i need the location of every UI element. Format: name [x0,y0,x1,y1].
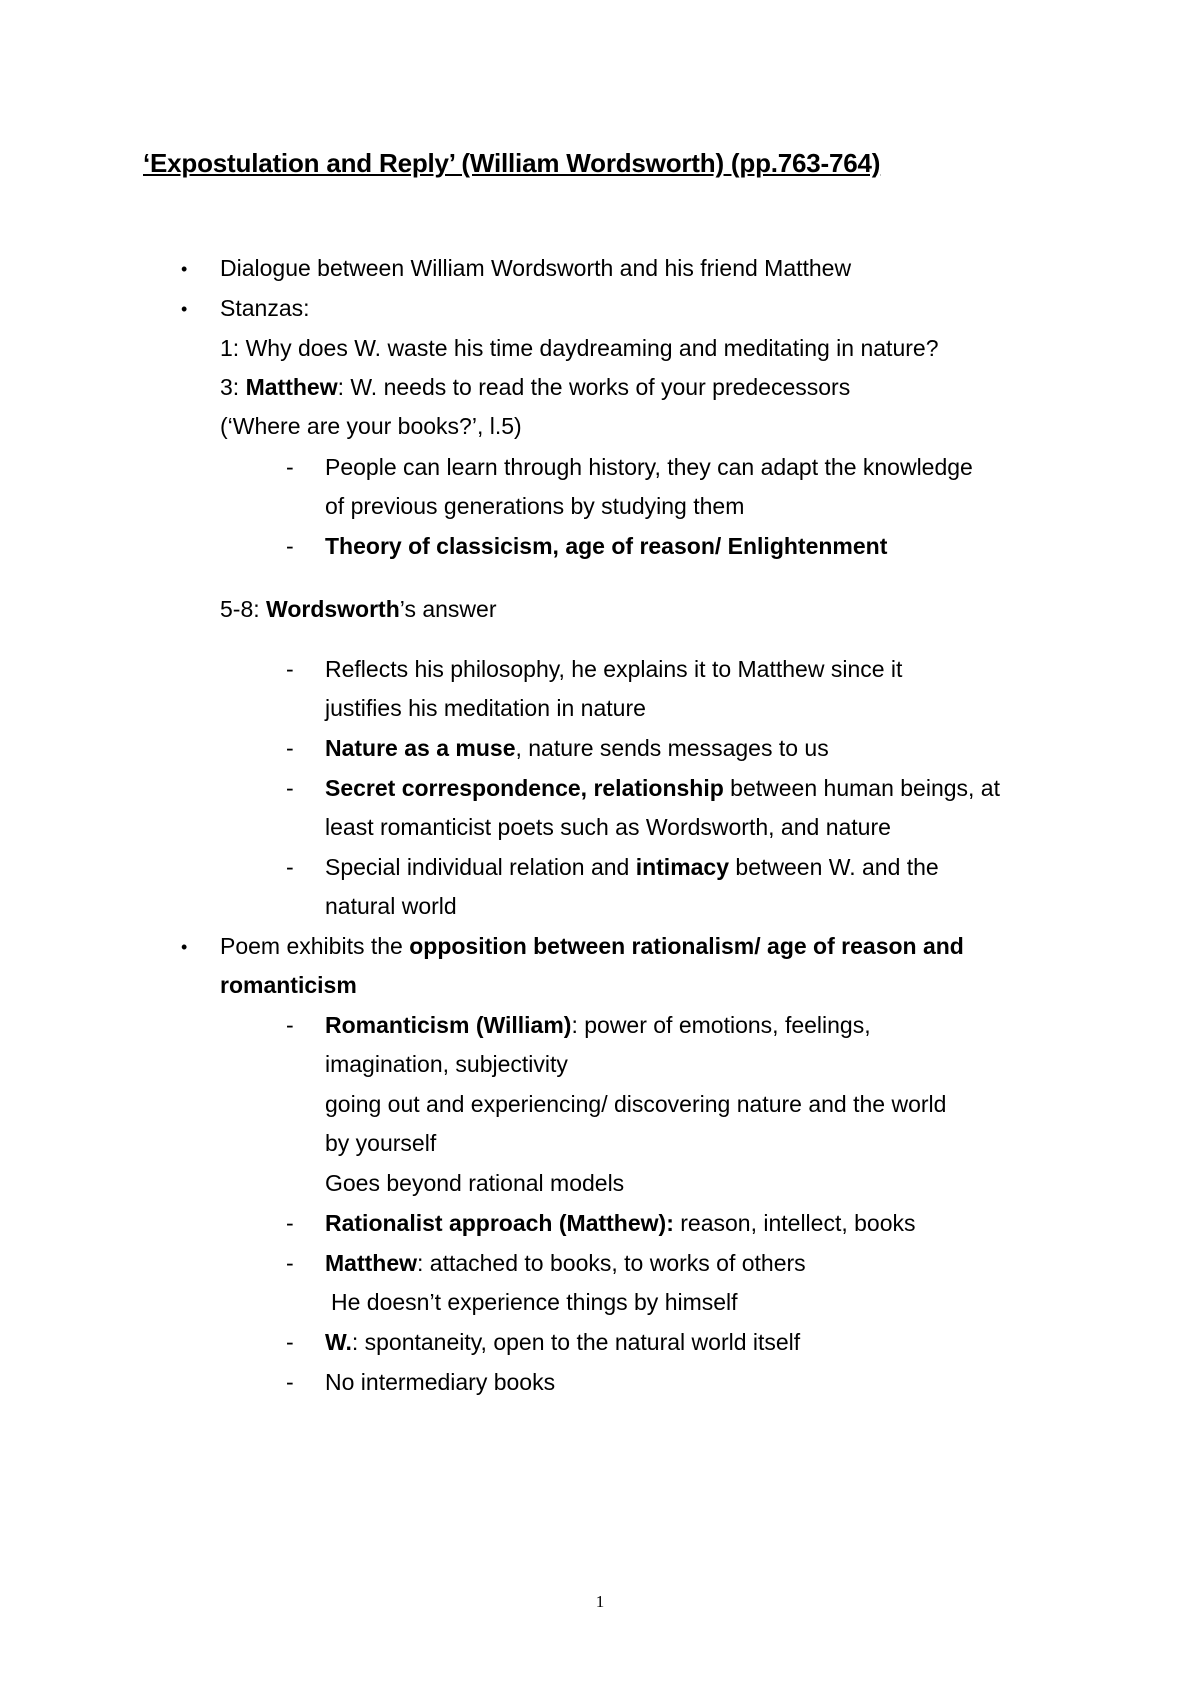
stanza-5-8-line [220,590,497,630]
bold-run: Rationalist approach (Matthew): [325,1210,674,1236]
text-run: : spontaneity, open to the natural world itself [351,1329,801,1355]
sub-item-continuation: imagination, subjectivity [325,1051,568,1077]
bullet-item-continuation: romanticism [220,972,357,998]
bold-run: Wordsworth [266,596,400,622]
bullet-glyph: • [181,259,188,279]
sub-item-history: People can learn through history, they can adapt the knowledge [325,454,973,480]
text-run: 5-8: [220,596,267,622]
bold-run: opposition between rationalism/ age of reason and [409,933,964,959]
page-number: 1 [595,1592,605,1611]
sub-item-rationalist [325,1204,916,1244]
sub-item-matthew [325,1244,806,1284]
sub-item-continuation: by yourself [325,1130,437,1156]
dash-glyph: - [286,735,294,761]
quote-line: (‘Where are your books?’, l.5) [220,413,522,439]
text-run: 3: [220,374,246,400]
bold-run: W. [325,1329,352,1355]
text-run: : attached to books, to works of others [417,1250,806,1276]
sub-item-classicism: Theory of classicism, age of reason/ Enlightenment [325,533,888,559]
document-title: ‘Expostulation and Reply’ (William Wordsworth) (pp.763-764) [143,148,881,178]
dash-glyph: - [286,1329,294,1355]
bold-run: Matthew [245,374,338,400]
text-run: ’s answer [399,596,497,622]
text-run: reason, intellect, books [673,1210,916,1236]
sub-item-continuation: least romanticist poets such as Wordsworth, and nature [325,814,891,840]
bold-run: intimacy [635,854,730,880]
bullet-item-stanzas: Stanzas: [220,295,310,321]
text-run: between W. and the [729,854,939,880]
bullet-item-opposition [220,927,964,967]
bold-run: Matthew [325,1250,417,1276]
bold-run: Secret correspondence, relationship [325,775,724,801]
sub-item-philosophy: Reflects his philosophy, he explains it to Matthew since it [325,656,903,682]
bullet-item-dialogue: Dialogue between William Wordsworth and his friend Matthew [220,255,852,281]
dash-glyph: - [286,775,294,801]
dash-glyph: - [286,1369,294,1395]
sub-item-wordsworth [325,1323,800,1363]
text-run: between human beings, at [723,775,1000,801]
sub-item-muse [325,729,829,769]
dash-glyph: - [286,454,294,480]
sub-item-continuation: going out and experiencing/ discovering nature and the world [325,1091,947,1117]
bold-run: Nature as a muse [325,735,516,761]
text-run: , nature sends messages to us [515,735,829,761]
sub-item-continuation: He doesn’t experience things by himself [331,1289,738,1315]
text-run: : power of emotions, feelings, [571,1012,871,1038]
dash-glyph: - [286,854,294,880]
sub-item-continuation: natural world [325,893,457,919]
dash-glyph: - [286,656,294,682]
stanza-1-line: 1: Why does W. waste his time daydreaming and meditating in nature? [220,335,939,361]
bold-run: Romanticism (William) [325,1012,572,1038]
sub-item-intermediary: No intermediary books [325,1369,556,1395]
bullet-glyph: • [181,299,188,319]
sub-item-continuation: Goes beyond rational models [325,1170,625,1196]
sub-item-continuation: of previous generations by studying them [325,493,745,519]
sub-item-continuation: justifies his meditation in nature [325,695,646,721]
text-run: Poem exhibits the [220,933,410,959]
text-run: Special individual relation and [325,854,636,880]
text-run: : W. needs to read the works of your predecessors [337,374,851,400]
sub-item-intimacy [325,848,939,888]
dash-glyph: - [286,1012,294,1038]
stanza-3-line [220,368,850,408]
dash-glyph: - [286,1210,294,1236]
dash-glyph: - [286,1250,294,1276]
sub-item-romanticism [325,1006,871,1046]
dash-glyph: - [286,533,294,559]
bullet-glyph: • [181,937,188,957]
sub-item-correspondence [325,769,1000,809]
